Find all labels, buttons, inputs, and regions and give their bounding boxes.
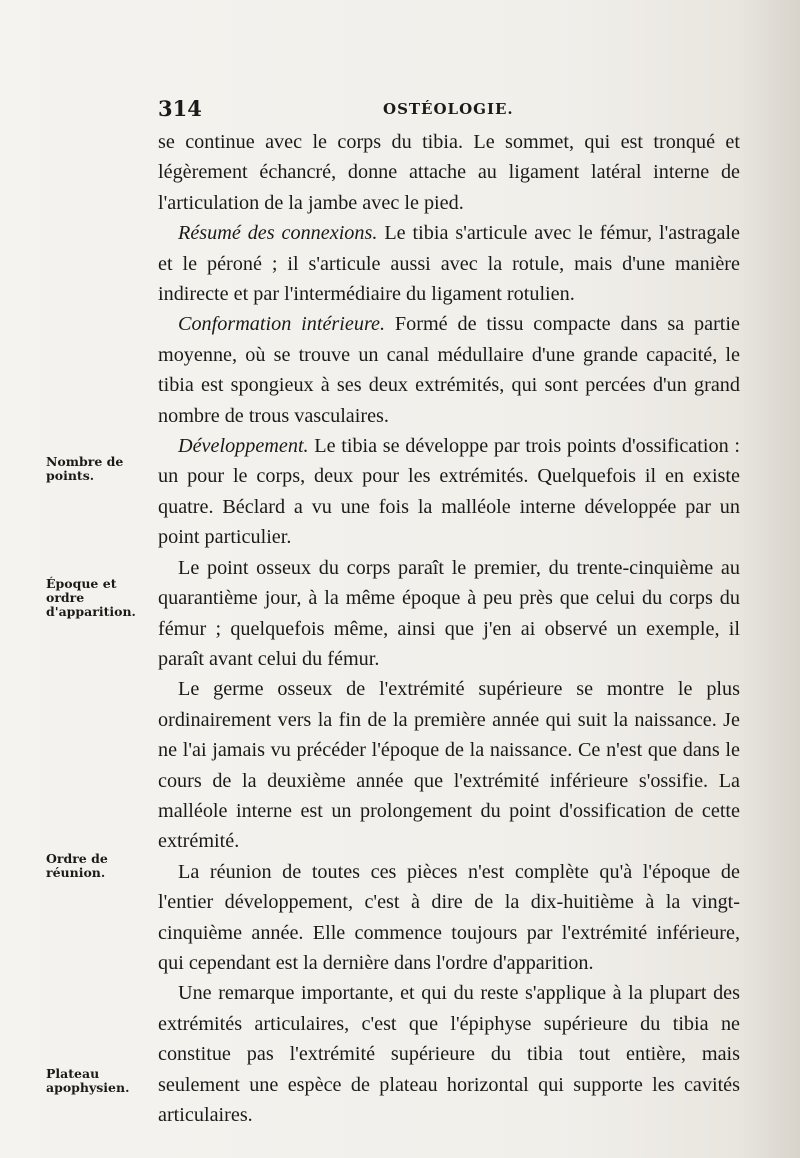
paragraph-text: Formé de tissu compacte dans sa partie moyenne, où se trouve un canal médullaire d'une grande capacité, le tibia est spongieux à ses deux extrémités, qui sont percées d'un grand nombre de trous vasculaires. xyxy=(158,313,740,427)
paragraph xyxy=(158,978,740,1130)
paragraph-text: Le germe osseux de l'extrémité supérieure se montre le plus ordinairement vers la fin de la première année qui suit la naissance. Je ne l'ai jamais vu précéder l'époque de la naissance. Ce n'est que dans le cours de la deuxième année que l'extrémité inférieure s'ossifie. La malléole interne est un prolongement du point d'ossification de cette extrémité. xyxy=(158,678,740,853)
paragraph-text: Une remarque importante, et qui du reste s'applique à la plupart des extrémités articulaires, c'est que l'épiphyse supérieure du tibia ne constitue pas l'extrémité supérieure du tibia tout entière, mais seulement une espèce de plateau horizontal qui supporte les cavités articulaires. xyxy=(158,982,740,1126)
paragraph-text: se continue avec le corps du tibia. Le sommet, qui est tronqué et légèrement échancré, donne attache au ligament latéral interne de l'articulation de la jambe avec le pied. xyxy=(158,131,740,214)
paragraph-lead: Développement. xyxy=(178,435,309,458)
running-title: OSTÉOLOGIE. xyxy=(383,100,514,118)
margin-note-epoque-apparition: Époque et ordre d'apparition. xyxy=(46,576,136,619)
paragraph-text: Le tibia se développe par trois points d'ossification : un pour le corps, deux pour les extrémités. Quelquefois il en existe quatre. Béclard a vu une fois la malléole interne développée par un point particulier. xyxy=(158,435,740,549)
page-number: 314 xyxy=(158,96,202,121)
margin-note-ordre-reunion: Ordre de réunion. xyxy=(46,851,108,880)
paragraph xyxy=(158,431,740,553)
paragraph xyxy=(158,553,740,675)
body-text xyxy=(158,127,740,1130)
margin-note-plateau-apophysien: Plateau apophysien. xyxy=(46,1066,130,1095)
paragraph-lead: Résumé des connexions. xyxy=(178,222,378,245)
paragraph-text: La réunion de toutes ces pièces n'est complète qu'à l'époque de l'entier développement, c'est à dire de la dix-huitième à la vingt-cinquième année. Elle commence toujours par l'extrémité inférieure, qui cependant est la dernière dans l'ordre d'apparition. xyxy=(158,860,740,974)
page-header xyxy=(158,96,718,124)
paragraph xyxy=(158,309,740,431)
margin-notes xyxy=(0,0,160,1158)
paragraph-lead: Conformation intérieure. xyxy=(178,313,386,336)
paragraph-text: Le point osseux du corps paraît le premier, du trente-cinquième au quarantième jour, à la même époque à peu près que celui du corps du fémur ; quelquefois même, ainsi que j'en ai observé un exemple, il paraît avant celui du fémur. xyxy=(158,556,740,670)
paragraph xyxy=(158,674,740,856)
margin-note-nombre-de-points: Nombre de points. xyxy=(46,454,124,483)
paragraph-text: Le tibia s'articule avec le fémur, l'astragale et le péroné ; il s'articule aussi avec la rotule, mais d'une manière indirecte et par l'intermédiaire du ligament rotulien. xyxy=(158,222,740,306)
paragraph xyxy=(158,857,740,979)
paragraph xyxy=(158,127,740,218)
paragraph xyxy=(158,218,740,309)
